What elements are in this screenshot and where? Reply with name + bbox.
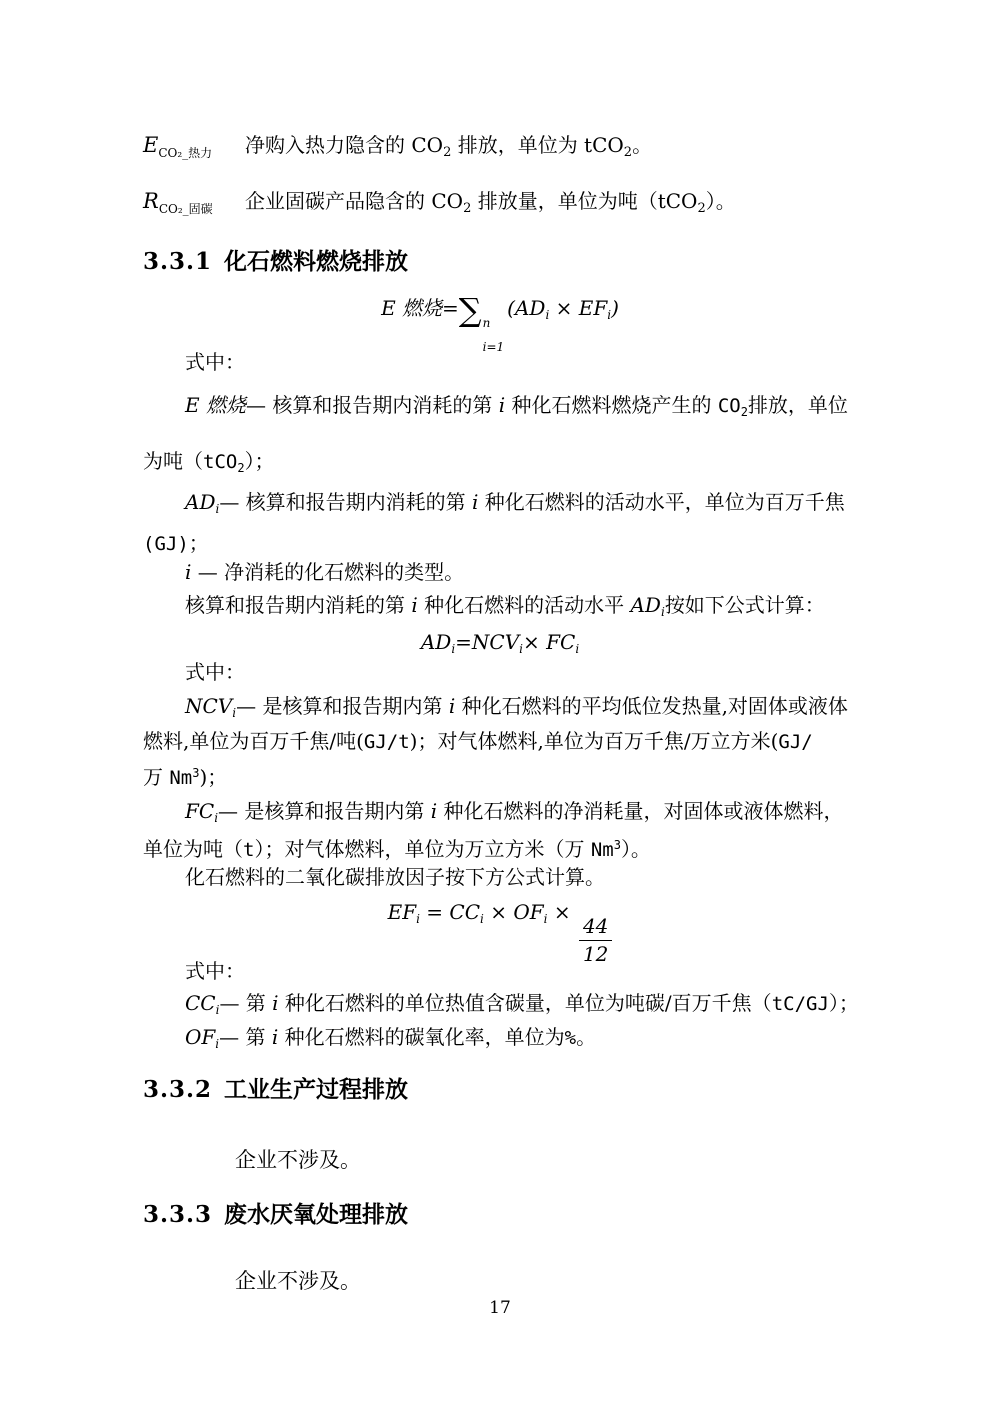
formula-emission-factor bbox=[0, 898, 1000, 966]
heading-title: 工业生产过程排放 bbox=[224, 1076, 409, 1103]
paragraph-of: $OF_i—$ 第 i 种化石燃料的碳氧化率，单位为%。 bbox=[185, 1025, 597, 1051]
fraction-numerator: 44 bbox=[579, 915, 612, 941]
section-heading-331 bbox=[143, 248, 865, 276]
paragraph-ncv-line3: 万 Nm$^3$)； bbox=[143, 765, 228, 789]
symbol-subscript: CO₂_热力 bbox=[158, 146, 213, 160]
heading-number: 3.3.2 bbox=[143, 1076, 213, 1103]
paragraph-fuel-type: i — 净消耗的化石燃料的类型。 bbox=[185, 560, 465, 584]
paragraph-cc: $CC_i—$ 第 i 种化石燃料的单位热值含碳量，单位为吨碳/百万千焦（tC/GJ）； bbox=[185, 991, 859, 1017]
definition-row-e-heat bbox=[143, 131, 865, 167]
section-heading-333 bbox=[143, 1201, 865, 1229]
definition-row-r-fixed-carbon bbox=[143, 187, 865, 223]
symbol-base: E bbox=[143, 133, 159, 157]
formula-lhs: E 燃烧= bbox=[381, 296, 459, 320]
paragraph-activity-calc: 核算和报告期内消耗的第 i 种化石燃料的活动水平 $AD_i$按如下公式计算： bbox=[185, 593, 825, 619]
formula-lhs: $EF_i = CC_i \times OF_i$ × bbox=[387, 900, 577, 926]
paragraph-emission-factor-intro: 化石燃料的二氧化碳排放因子按下方公式计算。 bbox=[185, 865, 605, 889]
definition-text: 企业固碳产品隐含的 $CO_2$ 排放量，单位为吨（tCO$_2$）。 bbox=[245, 189, 736, 216]
fraction-denominator: 12 bbox=[582, 942, 609, 966]
paragraph-ad-line2: (GJ)； bbox=[143, 531, 209, 555]
heading-title: 化石燃料燃烧排放 bbox=[224, 248, 409, 275]
paragraph-e-combustion-line2: 为吨（tCO$_2$）； bbox=[143, 449, 275, 475]
definition-text: 净购入热力隐含的 $CO_2$ 排放，单位为 tCO$_2$。 bbox=[245, 133, 653, 160]
paragraph-fc-line1: $FC_i—$ 是核算和报告期内第 i 种化石燃料的净消耗量，对固体或液体燃料， bbox=[185, 799, 844, 825]
paragraph-e-combustion-line1: E 燃烧— 核算和报告期内消耗的第 i 种化石燃料燃烧产生的 $CO_2$排放，单位 bbox=[185, 393, 848, 419]
formula-activity-level: $AD_i=NCV_i\times FC_i$ bbox=[420, 630, 580, 656]
where-label-2: 式中： bbox=[185, 660, 245, 684]
where-label-1: 式中： bbox=[185, 350, 245, 374]
heading-number: 3.3.1 bbox=[143, 248, 213, 275]
formula-combustion-sum bbox=[0, 291, 1000, 354]
summation-lower-limit: i=1 bbox=[482, 340, 505, 354]
paragraph-fc-line2: 单位为吨（t）；对气体燃料，单位为万立方米（万 Nm$^3$）。 bbox=[143, 837, 651, 861]
symbol-base: R bbox=[143, 189, 159, 213]
paragraph-ad-line1: $AD_i—$ 核算和报告期内消耗的第 i 种化石燃料的活动水平，单位为百万千焦 bbox=[185, 490, 845, 516]
section-332-body: 企业不涉及。 bbox=[235, 1148, 361, 1172]
paragraph-ncv-line2: 燃料,单位为百万千焦/吨(GJ/t)；对气体燃料,单位为百万千焦/万立方米(GJ/ bbox=[143, 729, 813, 753]
paragraph-ncv-line1: $NCV_i—$ 是核算和报告期内第 i 种化石燃料的平均低位发热量,对固体或液体 bbox=[185, 694, 848, 720]
symbol-r-fixed-carbon bbox=[143, 189, 213, 216]
formula-rhs: $(AD_i \times EF_i)$ bbox=[507, 296, 619, 322]
section-heading-332 bbox=[143, 1076, 865, 1104]
heading-number: 3.3.3 bbox=[143, 1201, 213, 1228]
summation-upper-limit: n bbox=[482, 316, 491, 330]
section-333-body: 企业不涉及。 bbox=[235, 1269, 361, 1293]
heading-title: 废水厌氧处理排放 bbox=[224, 1201, 409, 1228]
page-number: 17 bbox=[489, 1298, 511, 1318]
summation-symbol: ∑ bbox=[458, 291, 482, 329]
symbol-subscript: CO₂_固碳 bbox=[158, 202, 213, 216]
symbol-e-heat bbox=[143, 133, 213, 160]
where-label-3: 式中： bbox=[185, 959, 245, 983]
